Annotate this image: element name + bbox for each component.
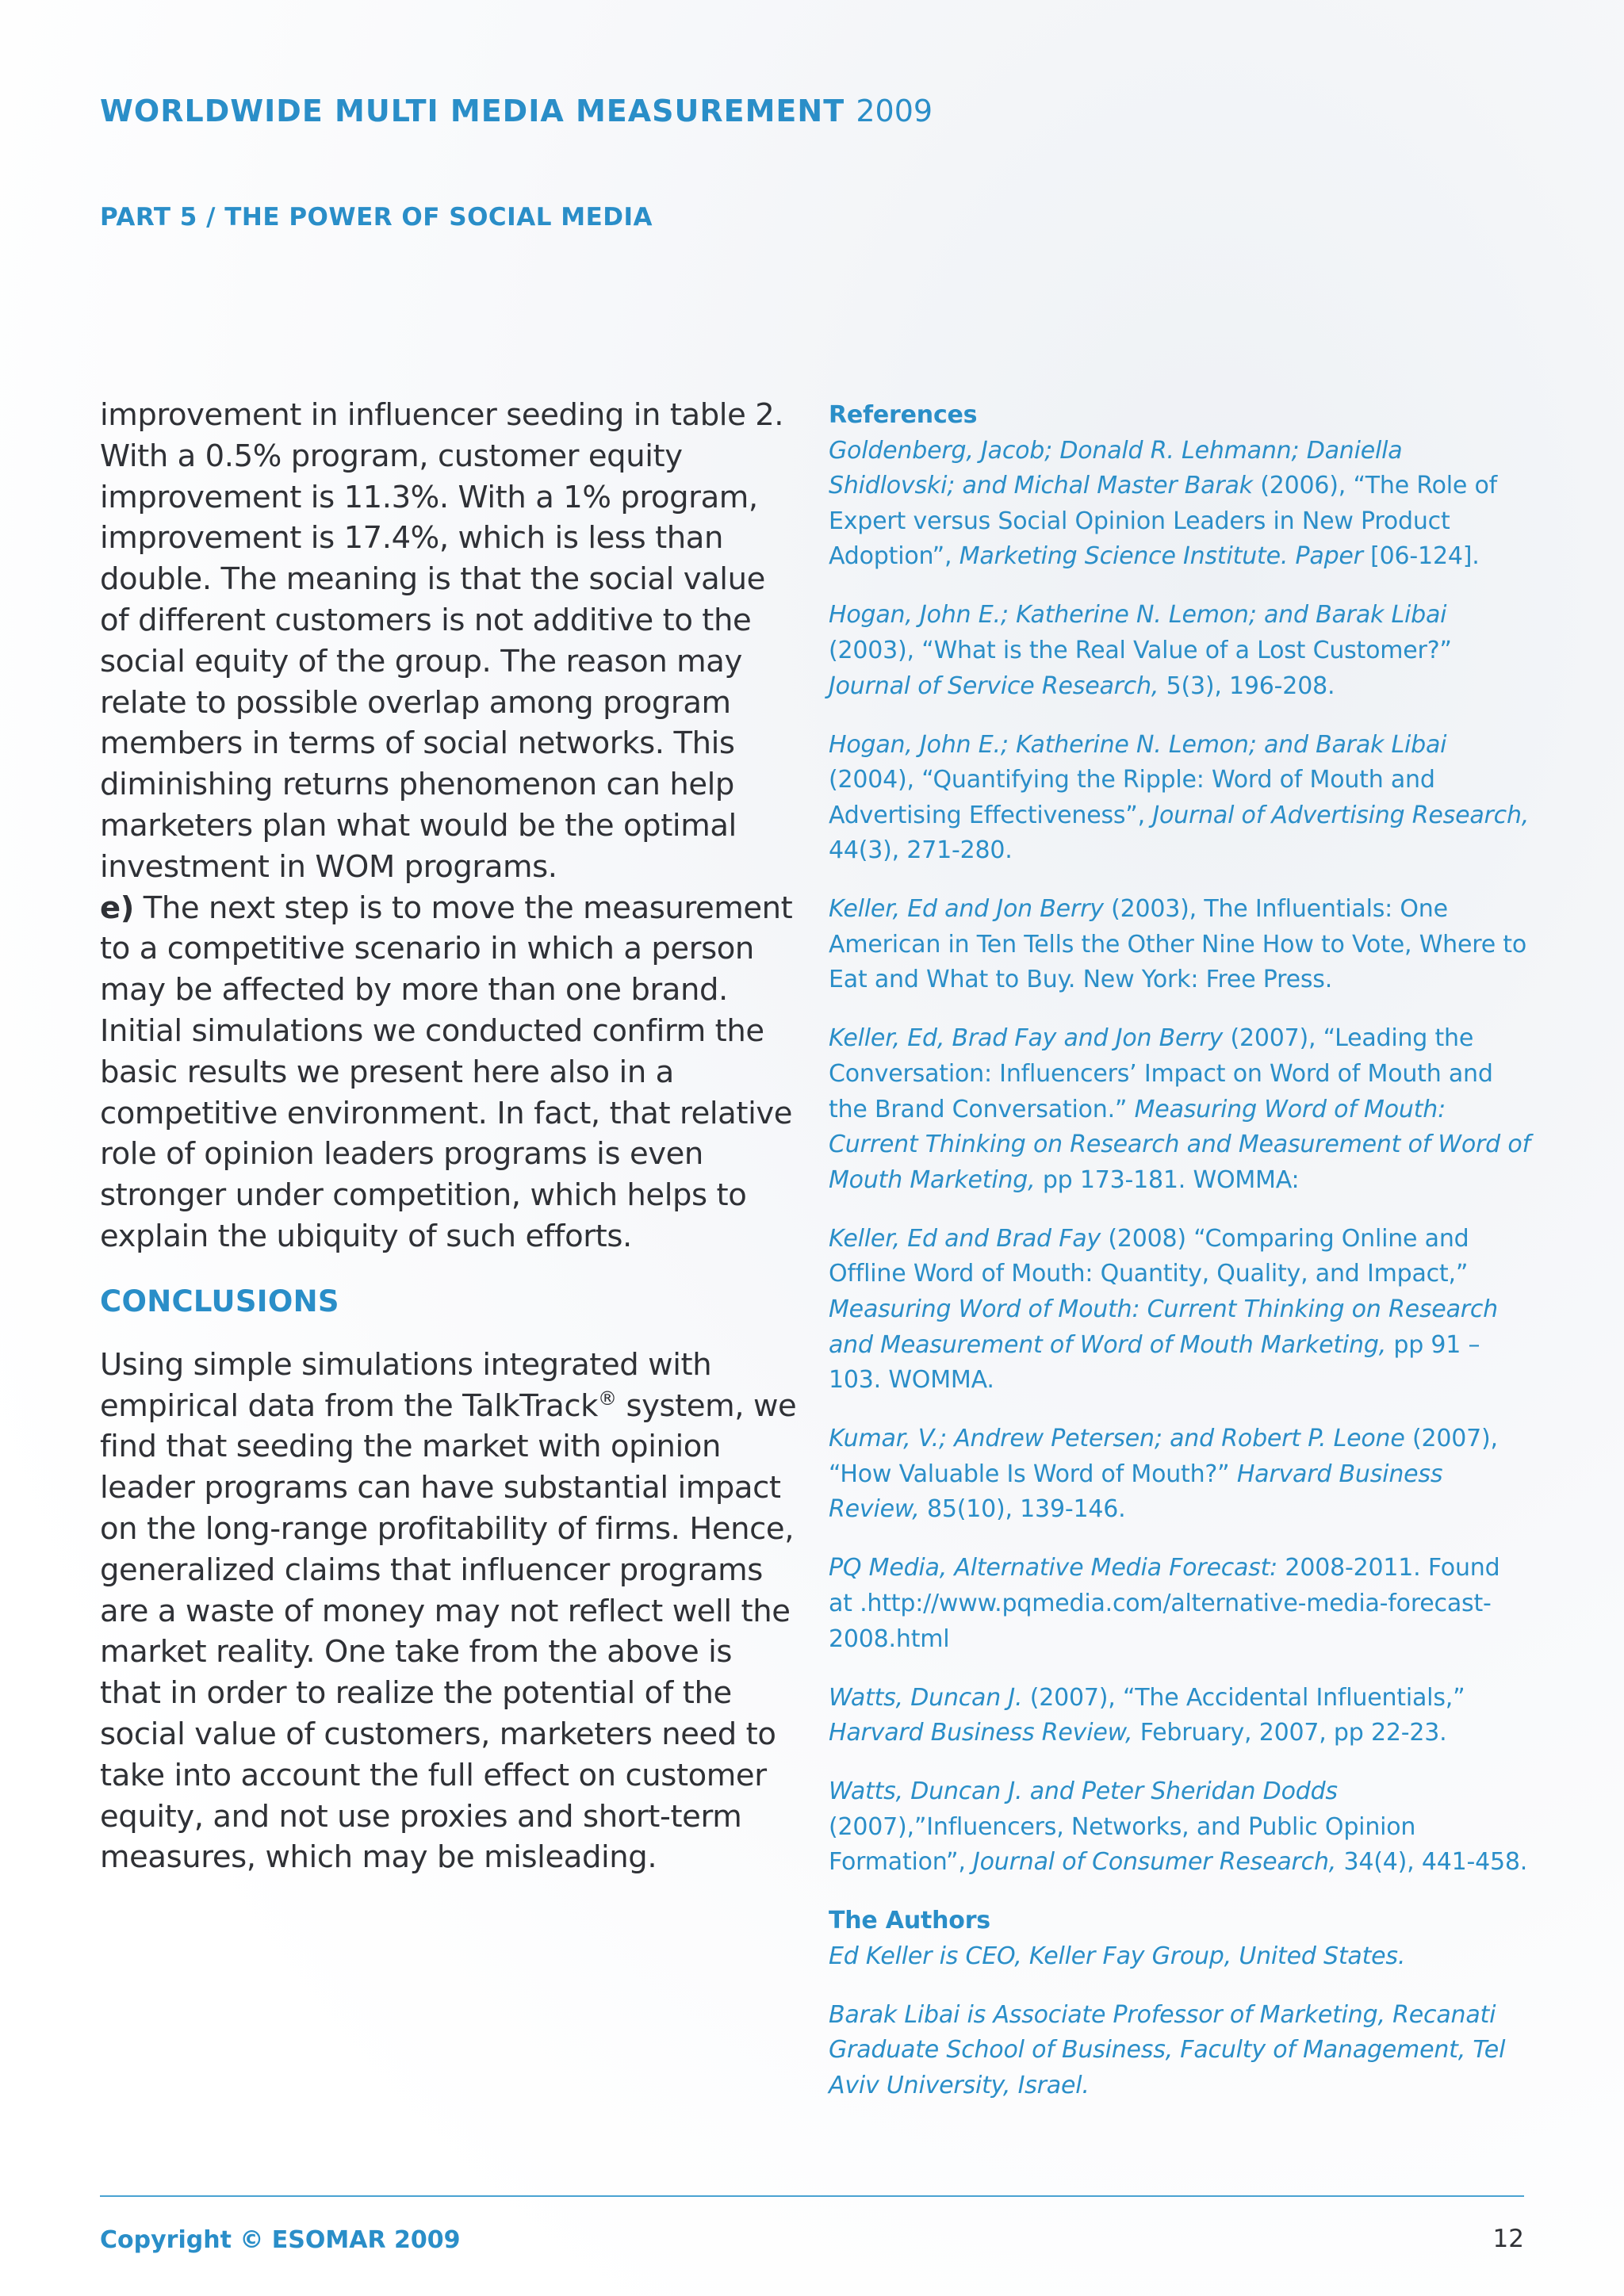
conclusions-text-b: system, we find that seeding the market with opinion leader programs can have substantial impact on the long-range profitability of firms. Hence, generalized claims that influencer programs are a waste of money may not reflect well the market reality. One take from the above is that in order to realize the potential of the social value of customers, marketers need to take into account the full effect on customer equity, and not use proxies and short-term measures, which may be misleading. bbox=[100, 1387, 797, 1876]
reference-title: (2007), “The Accidental Influentials,” bbox=[1022, 1683, 1465, 1712]
reference-authors: Goldenberg, Jacob; Donald R. Lehmann; Daniella Shidlovski; and Michal Master Barak bbox=[829, 436, 1403, 500]
authors-list bbox=[829, 1939, 1530, 2104]
reference-source: Measuring Word of Mouth: Current Thinking on Research and Measurement of Word of Mouth Marketing, bbox=[829, 1295, 1498, 1359]
body-paragraph-2 bbox=[100, 888, 798, 1257]
author-bio: Barak Libai is Associate Professor of Marketing, Recanati Graduate School of Business, Faculty of Management, Tel Aviv University, Israel. bbox=[829, 2000, 1506, 2100]
reference-source: Harvard Business Review, bbox=[829, 1460, 1443, 1524]
reference-details: 44(3), 271-280. bbox=[829, 836, 1013, 865]
reference-authors: Watts, Duncan J. bbox=[829, 1683, 1023, 1712]
reference-details: 85(10), 139-146. bbox=[919, 1495, 1126, 1524]
reference-title: (2007), “Leading the Conversation: Influencers’ Impact on Word of Mouth and the Brand Conversation.” bbox=[829, 1024, 1493, 1123]
reference-authors: Watts, Duncan J. and Peter Sheridan Dodds bbox=[829, 1777, 1338, 1806]
paragraph-lead-e: e) bbox=[100, 890, 134, 926]
section-part-label: PART 5 / THE POWER OF SOCIAL MEDIA bbox=[100, 203, 653, 232]
reference-authors: Kumar, V.; Andrew Petersen; and Robert P. Leone bbox=[829, 1425, 1405, 1453]
reference-details: February, 2007, pp 22-23. bbox=[1132, 1719, 1447, 1747]
reference-item bbox=[829, 1774, 1530, 1881]
reference-authors: Keller, Ed, Brad Fay and Jon Berry bbox=[829, 1024, 1224, 1053]
references-column bbox=[829, 398, 1530, 2127]
reference-title: (2006), “The Role of Expert versus Social Opinion Leaders in New Product Adoption”, bbox=[829, 472, 1498, 571]
body-paragraph-1: improvement in influencer seeding in table 2. With a 0.5% program, customer equity improvement is 11.3%. With a 1% program, improvement is 17.4%, which is less than double. The meaning is that the social value of different customers is not additive to the social equity of the group. The reason may relate to possible overlap among program members in terms of social networks. This diminishing returns phenomenon can help marketers plan what would be the optimal investment in WOM programs. bbox=[100, 397, 784, 885]
reference-details: pp 91 – 103. WOMMA. bbox=[829, 1330, 1480, 1395]
report-title bbox=[100, 94, 933, 128]
reference-item bbox=[829, 892, 1530, 998]
reference-authors: PQ Media, Alternative Media Forecast: bbox=[829, 1554, 1278, 1582]
main-text-column bbox=[100, 395, 798, 1878]
reference-authors: Hogan, John E.; Katherine N. Lemon; and Barak Libai bbox=[829, 601, 1447, 629]
reference-title: (2008) “Comparing Online and Offline Word of Mouth: Quantity, Quality, and Impact,” bbox=[829, 1224, 1469, 1288]
reference-source: Measuring Word of Mouth: Current Thinking on Research and Measurement of Word of Mouth Marketing, bbox=[829, 1095, 1530, 1194]
reference-title: (2003), “What is the Real Value of a Lost Customer?” bbox=[829, 636, 1452, 664]
report-year: 2009 bbox=[856, 94, 933, 128]
reference-item bbox=[829, 728, 1530, 869]
reference-item bbox=[829, 1021, 1530, 1198]
reference-item bbox=[829, 1422, 1530, 1528]
reference-source: Harvard Business Review, bbox=[829, 1719, 1133, 1747]
reference-details: 34(4), 441-458. bbox=[1336, 1848, 1528, 1877]
report-title-text: WORLDWIDE MULTI MEDIA MEASUREMENT bbox=[100, 94, 845, 128]
reference-item bbox=[829, 598, 1530, 704]
reference-title: (2004), “Quantifying the Ripple: Word of Mouth and Advertising Effectiveness”, bbox=[829, 766, 1435, 829]
footer-divider bbox=[100, 2195, 1524, 2197]
registered-mark: ® bbox=[598, 1387, 617, 1410]
reference-authors: Keller, Ed and Jon Berry bbox=[829, 895, 1104, 924]
reference-source: Journal of Consumer Research, bbox=[973, 1848, 1337, 1877]
references-list bbox=[829, 434, 1530, 1881]
reference-title: 2008-2011. Found at .http://www.pqmedia.com/alternative-media-forecast-2008.html bbox=[829, 1554, 1500, 1653]
conclusions-text-a: Using simple simulations integrated with empirical data from the TalkTrack bbox=[100, 1346, 712, 1424]
conclusions-heading: CONCLUSIONS bbox=[100, 1284, 339, 1318]
reference-authors: Keller, Ed and Brad Fay bbox=[829, 1224, 1101, 1253]
reference-source: Marketing Science Institute. Paper bbox=[959, 542, 1363, 571]
conclusions-paragraph bbox=[100, 1345, 798, 1878]
reference-title: (2007),”Influencers, Networks, and Public Opinion Formation”, bbox=[829, 1812, 1416, 1877]
reference-item bbox=[829, 1551, 1530, 1657]
reference-title: (2003), The Influentials: One American in Ten Tells the Other Nine How to Vote, Where to Eat and What to Buy. New York: Free Press. bbox=[829, 895, 1527, 994]
author-bio: Ed Keller is CEO, Keller Fay Group, United States. bbox=[829, 1942, 1406, 1970]
reference-authors: Hogan, John E.; Katherine N. Lemon; and Barak Libai bbox=[829, 730, 1447, 759]
footer-copyright: Copyright © ESOMAR 2009 bbox=[100, 2226, 461, 2254]
reference-details: [06-124]. bbox=[1362, 542, 1480, 571]
reference-details: pp 173-181. WOMMA: bbox=[1035, 1165, 1300, 1194]
authors-heading: The Authors bbox=[829, 1907, 990, 1935]
reference-item bbox=[829, 1681, 1530, 1751]
reference-source: Journal of Advertising Research, bbox=[1152, 801, 1530, 829]
paragraph-2-text: The next step is to move the measurement to a competitive scenario in which a person may be affected by more than one brand. Initial simulations we conducted confirm the basic results we present here also in a competitive environment. In fact, that relative role of opinion leaders programs is even stronger under competition, which helps to explain the ubiquity of such efforts. bbox=[100, 890, 793, 1254]
reference-item bbox=[829, 434, 1530, 575]
reference-item bbox=[829, 1222, 1530, 1399]
page-number: 12 bbox=[1492, 2225, 1524, 2253]
reference-details: 5(3), 196-208. bbox=[1159, 672, 1335, 700]
reference-source: Journal of Service Research, bbox=[829, 672, 1159, 700]
references-heading: References bbox=[829, 401, 978, 429]
reference-title: (2007), “How Valuable Is Word of Mouth?” bbox=[829, 1425, 1498, 1488]
